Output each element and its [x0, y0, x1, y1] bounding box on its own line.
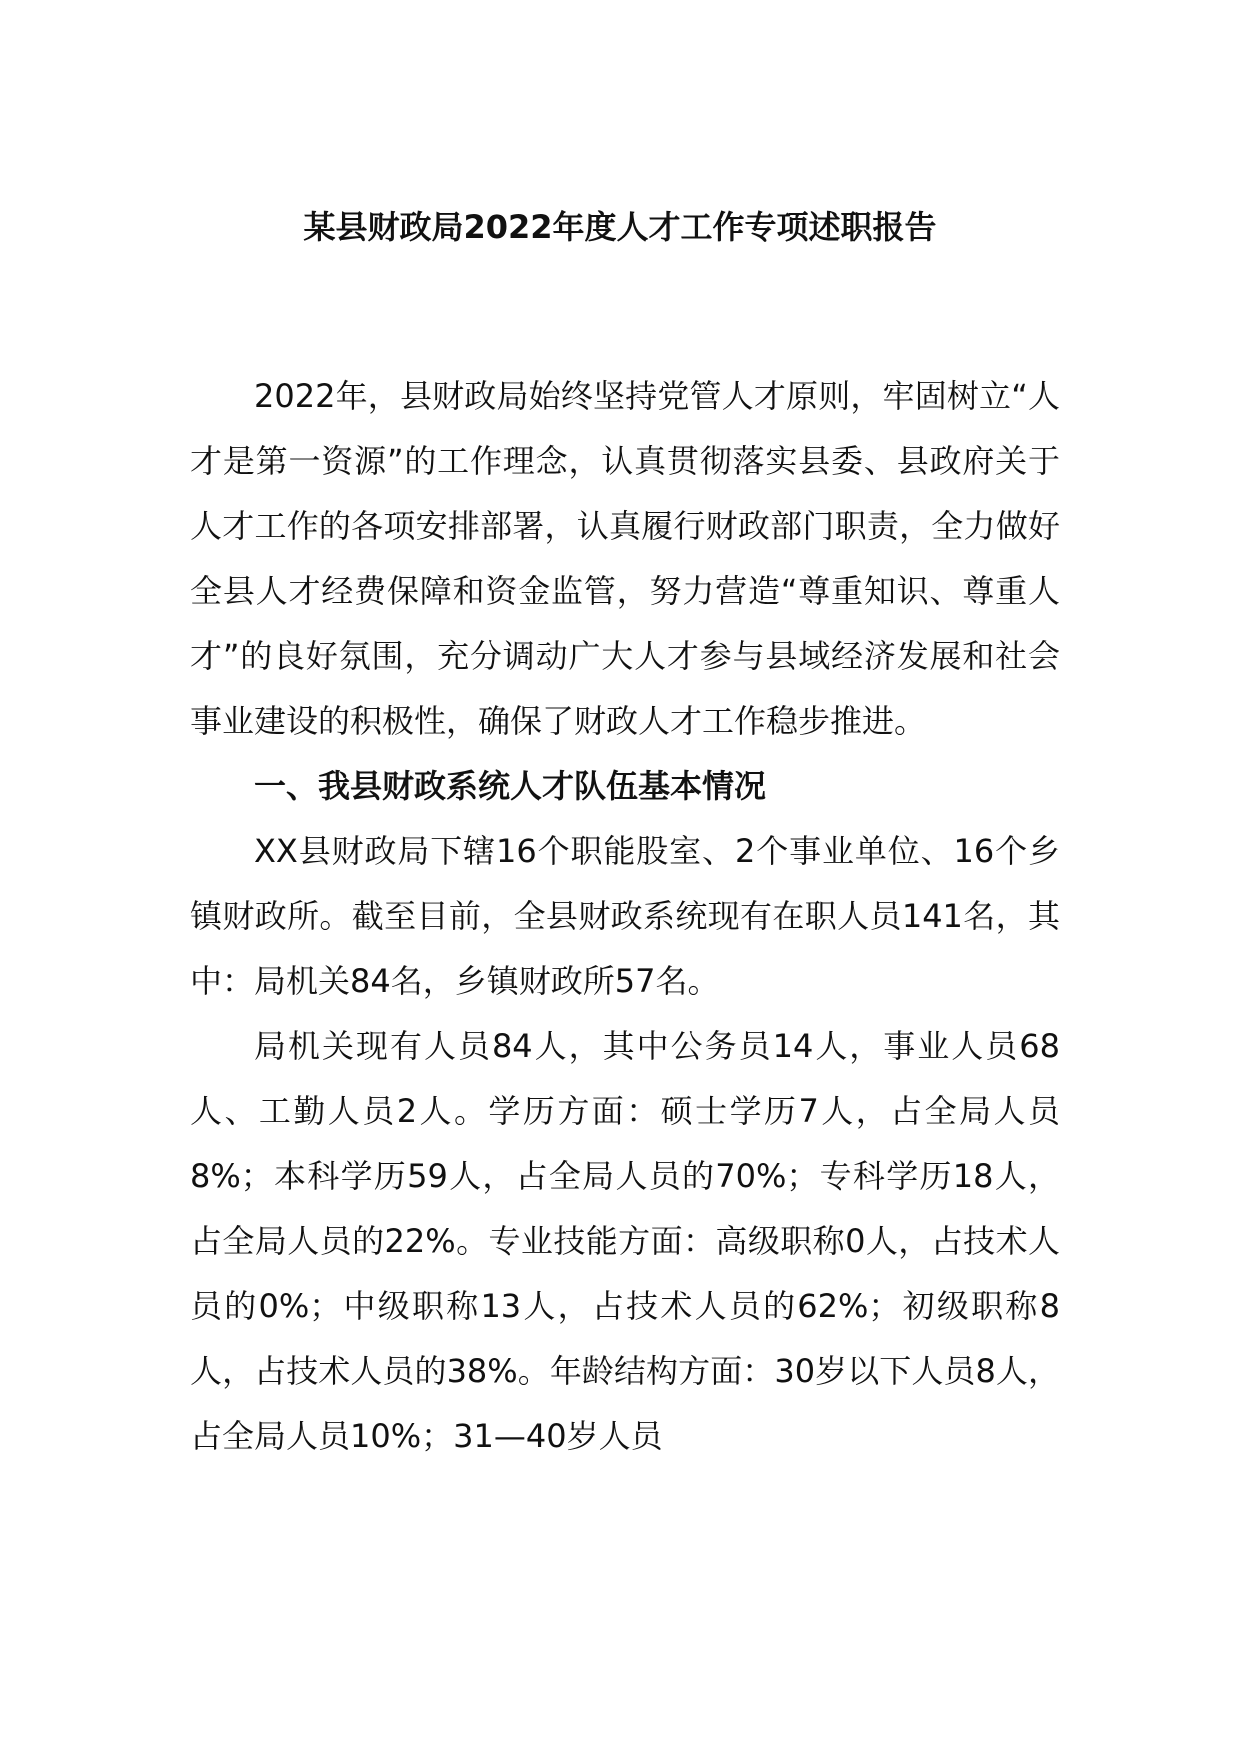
section-1-paragraph-2: 局机关现有人员84人，其中公务员14人，事业人员68人、工勤人员2人。学历方面：硕士学历7人，占全局人员8%；本科学历59人，占全局人员的70%；专科学历18人，占全局人员的22%。专业技能方面：高级职称0人，占技术人员的0%；中级职称13人，占技术人员的62%；初级职称8人，占技术人员的38%。年龄结构方面：30岁以下人员8人，占全局人员10%；31—40岁人员	[190, 1027, 1060, 1455]
section-heading-1: 一、我县财政系统人才队伍基本情况	[254, 767, 767, 805]
document-title: 某县财政局2022年度人才工作专项述职报告	[303, 208, 937, 246]
document-body	[190, 364, 1060, 1469]
intro-paragraph: 2022年，县财政局始终坚持党管人才原则，牢固树立“人才是第一资源”的工作理念，认真贯彻落实县委、县政府关于人才工作的各项安排部署，认真履行财政部门职责，全力做好全县人才经费保障和资金监管，努力营造“尊重知识、尊重人才”的良好氛围，充分调动广大人才参与县域经济发展和社会事业建设的积极性，确保了财政人才工作稳步推进。	[190, 377, 1060, 740]
section-1-paragraph-1: XX县财政局下辖16个职能股室、2个事业单位、16个乡镇财政所。截至目前，全县财政系统现有在职人员141名，其中：局机关84名，乡镇财政所57名。	[190, 832, 1060, 1000]
